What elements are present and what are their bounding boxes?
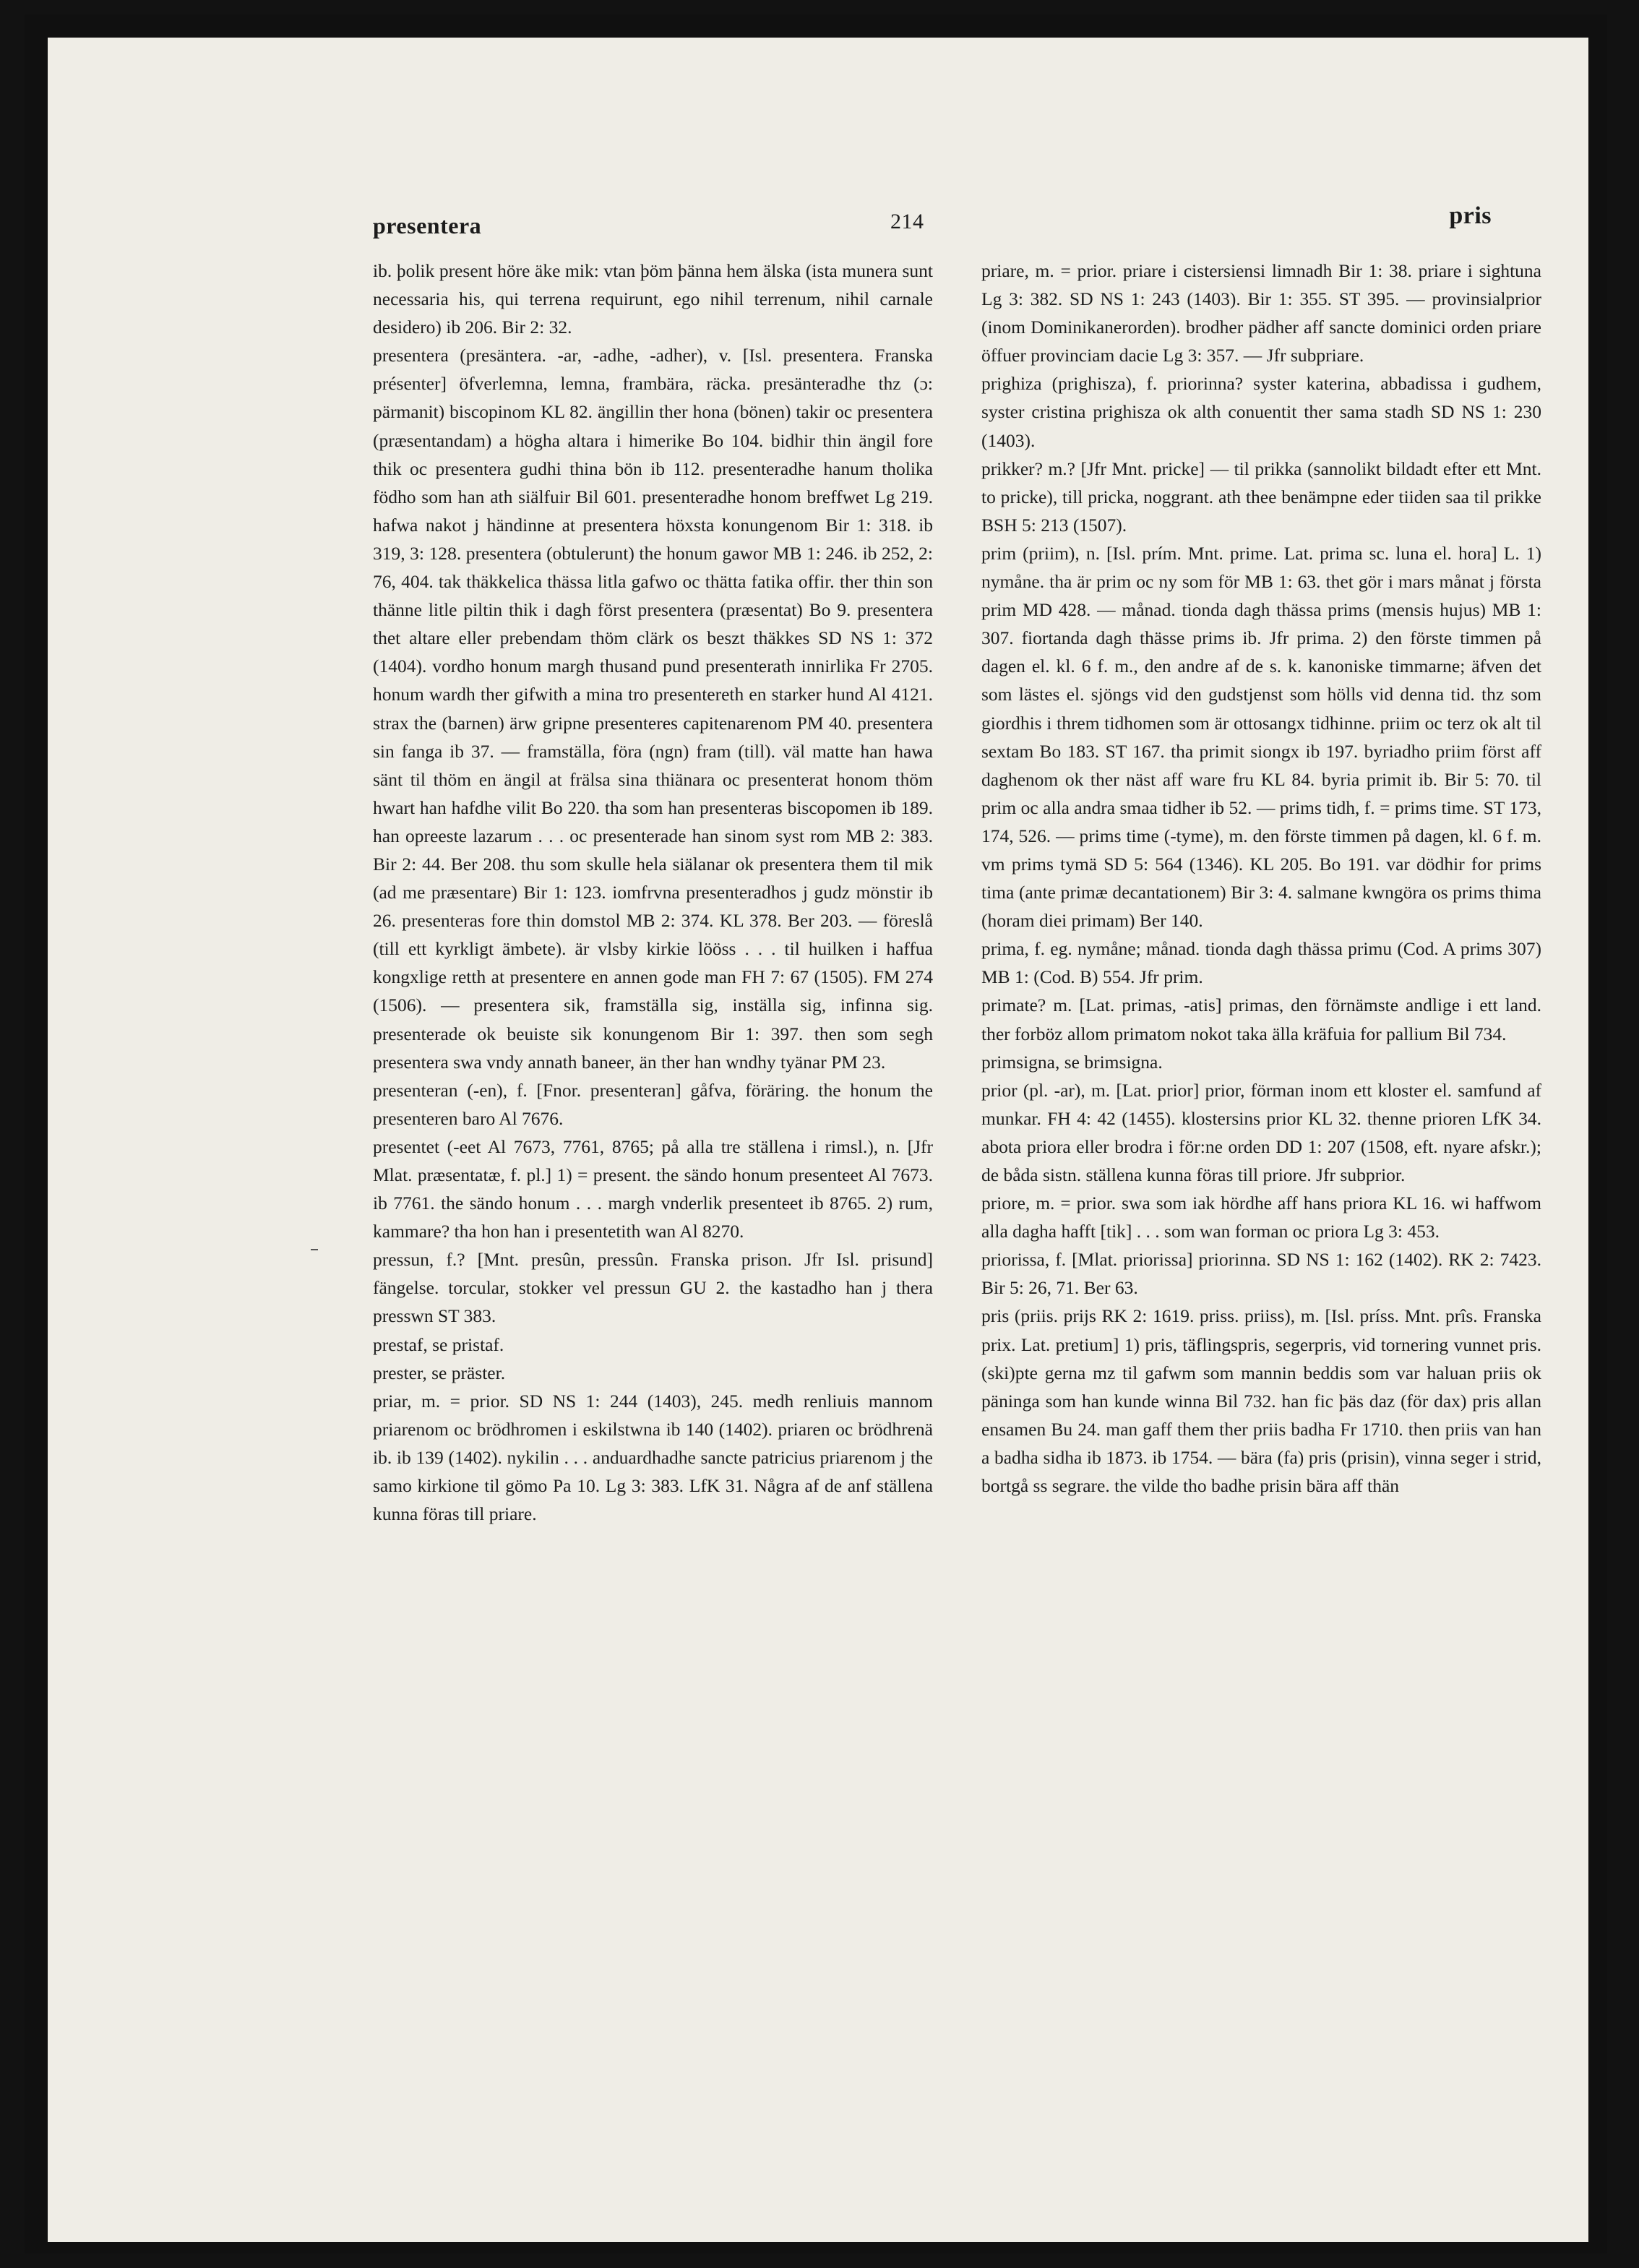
running-head-right: pris: [1449, 202, 1492, 229]
left-column: [373, 257, 933, 1528]
entry-prima: prima, f. eg. nymåne; månad. tionda dagh thässa primu (Cod. A prims 307) MB 1: (Cod. B) 554. Jfr prim.: [981, 938, 1541, 988]
entry-presentera: presentera (presäntera. -ar, -adhe, -adher), v. [Isl. presentera. Franska présenter] öfverlemna, lemna, frambära, räcka. presänteradhe thz (ɔ: pärmanit) biscopinom KL 82. ängillin ther hona (bönen) takir oc presentera (præsentandam) a högha altara i himerike Bo 104. bidhir thin ängil fore thik oc presentera gudhi thina bön ib 112. presenteradhe hanum tholika födho som han ath siälfuir Bil 601. presenteradhe honom breffwet Lg 219. hafwa nakot j händinne at presentera höxsta konungenom Bir 1: 318. ib 319, 3: 128. presentera (obtulerunt) the honum gawor MB 1: 246. ib 252, 2: 76, 404. tak thäkkelica thässa litla gafwo oc thätta fatika offir. ther thin son thänne litle piltin thik i dagh först presentera (præsentat) Bo 9. presentera thet altare eller prebendam thöm clärk os beszt thäkkes SD NS 1: 372 (1404). vordho honum margh thusand pund presenterath innirlika Fr 2705. honum wardh ther gifwith a mina tro presentereth en starker hund Al 4121. strax the (barnen) ärw gripne presenteres capitenarenom PM 40. presentera sin fanga ib 37. — framställa, föra (ngn) fram (till). väl matte han hawa sänt til thöm en ängil at frälsa sina thiänara oc presenterat honom thöm hwart han hafdhe vilit Bo 220. tha som han presenteras biscopomen ib 189. han opreeste lazarum . . . oc presenterade han sinom syst rom MB 2: 383. Bir 2: 44. Ber 208. thu som skulle hela siälanar ok presentera them til mik (ad me præsentare) Bir 1: 123. iomfrvna presenteradhos j gudz mönstir ib 26. presenteras fore thin domstol MB 2: 374. KL 378. Ber 203. — föreslå (till ett kyrkligt ämbete). är vlsby kirkie lööss . . . til huilken i haffua kongxlige retth at presentere en annen gode man FH 7: 67 (1505). FM 274 (1506). — presentera sik, framställa sig, inställa sig, infinna sig. presenterade ok beuiste sik konungenom Bir 1: 397. then som segh presentera swa vndy annath baneer, än ther han wndhy tyänar PM 23.: [373, 345, 933, 1073]
entry-priorissa: priorissa, f. [Mlat. priorissa] priorinna. SD NS 1: 162 (1402). RK 2: 7423. Bir 5: 26, 71. Ber 63.: [981, 1249, 1541, 1299]
entry-presenteran: presenteran (-en), f. [Fnor. presenteran] gåfva, föräring. the honum the presenteren baro Al 7676.: [373, 1079, 933, 1129]
entry-primate: primate? m. [Lat. primas, -atis] primas, den förnämste andlige i ett land. ther forböz allom primatom nokot taka älla kräfuia for pallium Bil 734.: [981, 995, 1541, 1044]
entry-prim: prim (priim), n. [Isl. prím. Mnt. prime. Lat. prima sc. luna el. hora] L. 1) nymåne. tha är prim oc ny som för MB 1: 63. thet gör i mars månat j första prim MD 428. — månad. tionda dagh thässa prims (mensis hujus) MB 1: 307. fiortanda dagh thässe prims ib. Jfr prima. 2) den förste timmen på dagen el. kl. 6 f. m., den andre af de s. k. kanoniske timmarne; äfven det som lästes el. sjöngs vid den gudstjenst som hölls vid denna tid. thz som giordhis i threm tidhomen som är ottosangx tidhinne. priim oc terz ok alt til sextam Bo 183. ST 167. tha primit siongx ib 197. byriadho priim först aff daghenom ok ther näst aff ware fru KL 84. byria primit ib. Bir 5: 70. til prim oc alla andra smaa tidher ib 52. — prims tidh, f. = prims time. ST 173, 174, 526. — prims time (-tyme), m. den förste timmen på dagen, kl. 6 f. m. vm prims tymä SD 5: 564 (1346). KL 205. Bo 191. var dödhir for prims tima (ante primæ decantationem) Bir 3: 4. salmane kwngöra os prims thima (horam diei primam) Ber 140.: [981, 542, 1541, 932]
entry-prester: prester, se präster.: [373, 1362, 506, 1383]
entry-prior: prior (pl. -ar), m. [Lat. prior] prior, förman inom ett kloster el. samfund af munkar. FH 4: 42 (1455). klostersins prior KL 32. thenne prioren LfK 34. abota priora eller brodra i för:ne orden DD 1: 207 (1508, eft. nyare afskr.); de båda sistn. ställena kunna föras till priore. Jfr subprior.: [981, 1079, 1541, 1185]
margin-mark: [311, 1249, 318, 1250]
entry-pressun: pressun, f.? [Mnt. presûn, pressûn. Franska prison. Jfr Isl. prisund] fängelse. torcular, stokker vel pressun GU 2. the kastadho han j thera presswn ST 383.: [373, 1249, 933, 1327]
entry-presentet: presentet (-eet Al 7673, 7761, 8765; på alla tre ställena i rimsl.), n. [Jfr Mlat. præsentatæ, f. pl.] 1) = present. the sändo honum presenteet Al 7673. ib 7761. the sändo honum . . . margh vnderlik presenteet ib 8765. 2) rum, kammare? tha hon han i presentetith wan Al 8270.: [373, 1135, 933, 1242]
right-column: [981, 257, 1541, 1500]
entry-prighiza: prighiza (prighisza), f. priorinna? syster katerina, abbadissa i gudhem, syster cristina prighisza ok alth conuentit ther sama stadh SD NS 1: 230 (1403).: [981, 373, 1541, 451]
running-head-left: presentera: [373, 212, 482, 239]
entry-pris: pris (priis. prijs RK 2: 1619. priss. priiss), m. [Isl. príss. Mnt. prîs. Franska prix. Lat. pretium] 1) pris, täflingspris, segerpris, vid tornering vunnet pris. (ski)pte gerna mz til gafwm som mannin beddis som var haluan priis ok päninga som han kunde winna Bil 732. han fic þäs daz (för dax) pris allan ensamen Bu 24. man gaff them ther priis badha Fr 1710. then priis van han a badha sidha ib 1873. ib 1754. — bära (fa) pris (prisin), vinna seger i strid, bortgå ss segrare. the vilde tho badhe prisin bära aff thän: [981, 1305, 1541, 1497]
entry-prikker: prikker? m.? [Jfr Mnt. pricke] — til prikka (sannolikt bildadt efter ett Mnt. to pricke), till pricka, noggrant. ath thee benämpne eder tiiden saa til prikke BSH 5: 213 (1507).: [981, 458, 1541, 536]
page-header: [325, 202, 1496, 239]
page-number: 214: [890, 210, 924, 233]
entry-prestaf: prestaf, se pristaf.: [373, 1333, 504, 1355]
entry-priore: priore, m. = prior. swa som iak hördhe aff hans priora KL 16. wi haffwom alla dagha hafft [tik] . . . som wan forman oc priora Lg 3: 453.: [981, 1193, 1541, 1242]
entry-primsigna: primsigna, se brimsigna.: [981, 1051, 1163, 1073]
entry-priar: priar, m. = prior. SD NS 1: 244 (1403), 245. medh renliuis mannom priarenom oc brödhromen i eskilstwna ib 140 (1402). priaren oc brödhrenä ib. ib 139 (1402). nykilin . . . anduardhadhe sancte patricius priarenom j the samo kirkione til gömo Pa 10. Lg 3: 383. LfK 31. Några af de anf ställena kunna föras till priare.: [373, 1390, 933, 1525]
entry-priare: priare, m. = prior. priare i cistersiensi limnadh Bir 1: 38. priare i sightuna Lg 3: 382. SD NS 1: 243 (1403). Bir 1: 355. ST 395. — provinsialprior (inom Dominikanerorden). brodher pädher aff sancte dominici orden priare öffuer provinciam dacie Lg 3: 357. — Jfr subpriare.: [981, 260, 1541, 366]
entry-ib-continuation: ib. þolik present höre äke mik: vtan þöm þänna hem älska (ista munera sunt necessaria his, qui terrena requirunt, ego nihil terrenum, nihil carnale desidero) ib 206. Bir 2: 32.: [373, 260, 933, 338]
